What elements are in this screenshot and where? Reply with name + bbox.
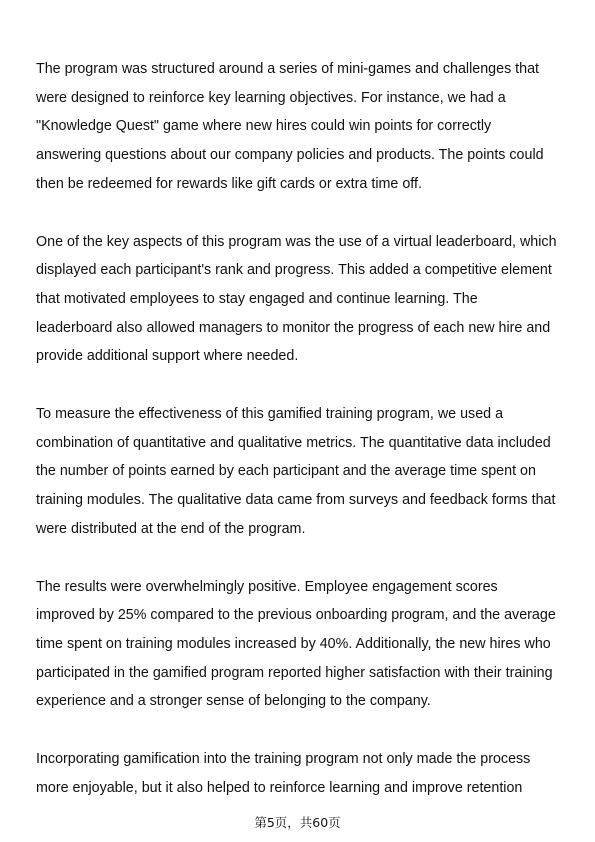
text-line: were distributed at the end of the program. [36,520,306,537]
text-line: combination of quantitative and qualitative metrics. The quantitative data included [36,434,551,451]
paragraph-program-structure [36,55,566,199]
text-line: leaderboard also allowed managers to monitor the progress of each new hire and [36,319,551,336]
text-line: The results were overwhelmingly positive. Employee engagement scores [36,578,498,595]
text-line: To measure the effectiveness of this gamified training program, we used a [36,406,504,423]
text-line: answering questions about our company policies and products. The points could [36,147,544,164]
text-line: "Knowledge Quest" game where new hires could win points for correctly [36,118,492,135]
text-line: were designed to reinforce key learning objectives. For instance, we had a [36,89,506,106]
paragraph-results [36,573,566,717]
text-line: training modules. The qualitative data came from surveys and feedback forms that [36,492,556,509]
document-body [36,55,566,831]
text-line: participated in the gamified program reported higher satisfaction with their training [36,664,553,681]
page-number-footer: 第5页，共60页 [254,815,341,830]
paragraph-metrics [36,400,566,544]
text-line: The program was structured around a series of mini-games and challenges that [36,61,540,77]
text-line: the number of points earned by each participant and the average time spent on [36,463,536,480]
text-line: experience and a stronger sense of belonging to the company. [36,693,431,710]
text-line: displayed each participant's rank and progress. This added a competitive element [36,262,552,279]
text-line: improved by 25% compared to the previous onboarding program, and the average [36,607,556,624]
text-line: Incorporating gamification into the training program not only made the process [36,751,531,768]
paragraph-conclusion [36,745,566,802]
text-line: that motivated employees to stay engaged and continue learning. The [36,290,478,307]
text-line: then be redeemed for rewards like gift cards or extra time off. [36,175,422,192]
text-line: time spent on training modules increased by 40%. Additionally, the new hires who [36,635,551,652]
text-line: more enjoyable, but it also helped to reinforce learning and improve retention [36,779,523,796]
text-line: One of the key aspects of this program was the use of a virtual leaderboard, which [36,233,557,250]
paragraph-leaderboard [36,228,566,372]
text-line: provide additional support where needed. [36,348,299,365]
